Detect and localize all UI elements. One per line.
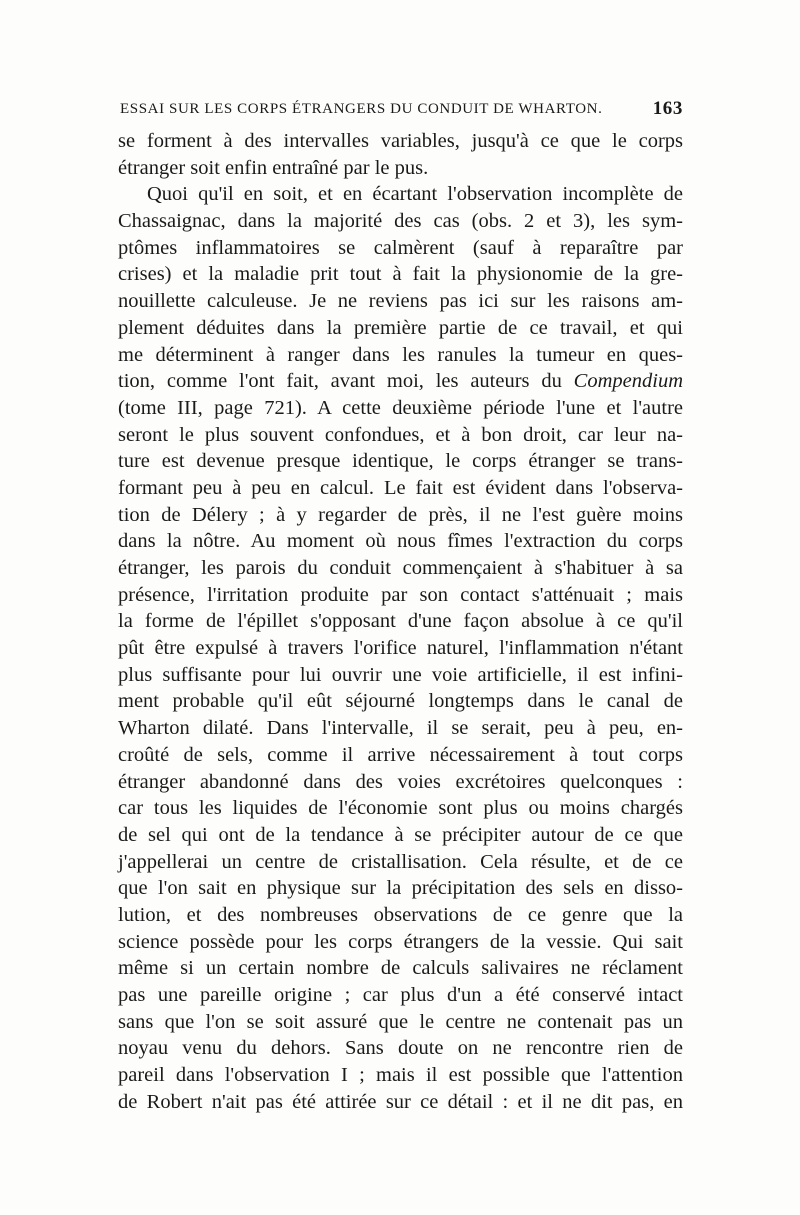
text-line: Wharton dilaté. Dans l'intervalle, il se serait, peu à peu, en- [118,717,683,740]
text-line: de sel qui ont de la tendance à se précipiter autour de ce que [118,823,683,846]
text-line: tion, comme l'ont fait, avant moi, les auteurs du Compendium [118,370,683,393]
text-line: me déterminent à ranger dans les ranules la tumeur en ques- [118,343,683,366]
text-line: noyau venu du dehors. Sans doute on ne rencontre rien de [118,1037,683,1060]
text-line: Chassaignac, dans la majorité des cas (obs. 2 et 3), les sym- [118,210,683,233]
text-line: croûté de sels, comme il arrive nécessairement à tout corps [118,743,683,766]
text-line: pût être expulsé à travers l'orifice naturel, l'inflammation n'étant [118,637,683,660]
text-line: formant peu à peu en calcul. Le fait est évident dans l'observa- [118,476,683,499]
text-line: étranger abandonné dans des voies excrétoires quelconques : [118,770,683,793]
text-line: dans la nôtre. Au moment où nous fîmes l'extraction du corps [118,530,683,553]
text-line: lution, et des nombreuses observations de ce genre que la [118,903,683,926]
text-line: étranger soit enfin entraîné par le pus. [118,156,429,179]
text-line: car tous les liquides de l'économie sont plus ou moins chargés [118,797,683,820]
text-line: étranger, les parois du conduit commençaient à s'habituer à sa [118,557,683,579]
text-line: même si un certain nombre de calculs salivaires ne réclament [118,957,683,980]
text-line: tion de Délery ; à y regarder de près, il ne l'est guère moins [118,503,683,526]
text-line: ture est devenue presque identique, le corps étranger se trans- [118,450,683,473]
text-line: (tome III, page 721). A cette deuxième période l'une et l'autre [118,396,683,419]
text-line: plus suffisante pour lui ouvrir une voie artificielle, il est infini- [118,663,683,686]
text-line: crises) et la maladie prit tout à fait la physionomie de la gre- [118,263,683,286]
text-line: ptômes inflammatoires se calmèrent (sauf à reparaître par [118,236,683,259]
page-number: 163 [652,98,683,119]
running-title: ESSAI SUR LES CORPS ÉTRANGERS DU CONDUIT DE WHARTON. [120,101,603,117]
text-line: ment probable qu'il eût séjourné longtemps dans le canal de [118,690,683,713]
text-line: seront le plus souvent confondues, et à bon droit, car leur na- [118,423,683,446]
text-line: plement déduites dans la première partie de ce travail, et qui [118,316,683,339]
text-line: se forment à des intervalles variables, jusqu'à ce que le corps [118,130,683,152]
text-line: la forme de l'épillet s'opposant d'une façon absolue à ce qu'il [118,610,683,633]
text-line: nouillette calculeuse. Je ne reviens pas ici sur les raisons am- [118,290,683,313]
text-line: j'appellerai un centre de cristallisation. Cela résulte, et de ce [118,850,683,873]
running-head [118,98,683,122]
cited-work-title: Compendium [573,370,683,393]
text-line: de Robert n'ait pas été attirée sur ce détail : et il ne dit pas, en [118,1090,683,1113]
paragraph-first-line: Quoi qu'il en soit, et en écartant l'observation incomplète de [147,183,683,206]
text-line: science possède pour les corps étrangers de la vessie. Qui sait [118,930,683,953]
text-line: pareil dans l'observation I ; mais il est possible que l'attention [118,1064,683,1087]
text-line: pas une pareille origine ; car plus d'un a été conservé intact [118,984,683,1006]
text-line: que l'on sait en physique sur la précipitation des sels en disso- [118,877,683,900]
body-text [118,128,683,1115]
text-line: sans que l'on se soit assuré que le centre ne contenait pas un [118,1010,683,1033]
text-line: présence, l'irritation produite par son contact s'atténuait ; mais [118,583,683,606]
